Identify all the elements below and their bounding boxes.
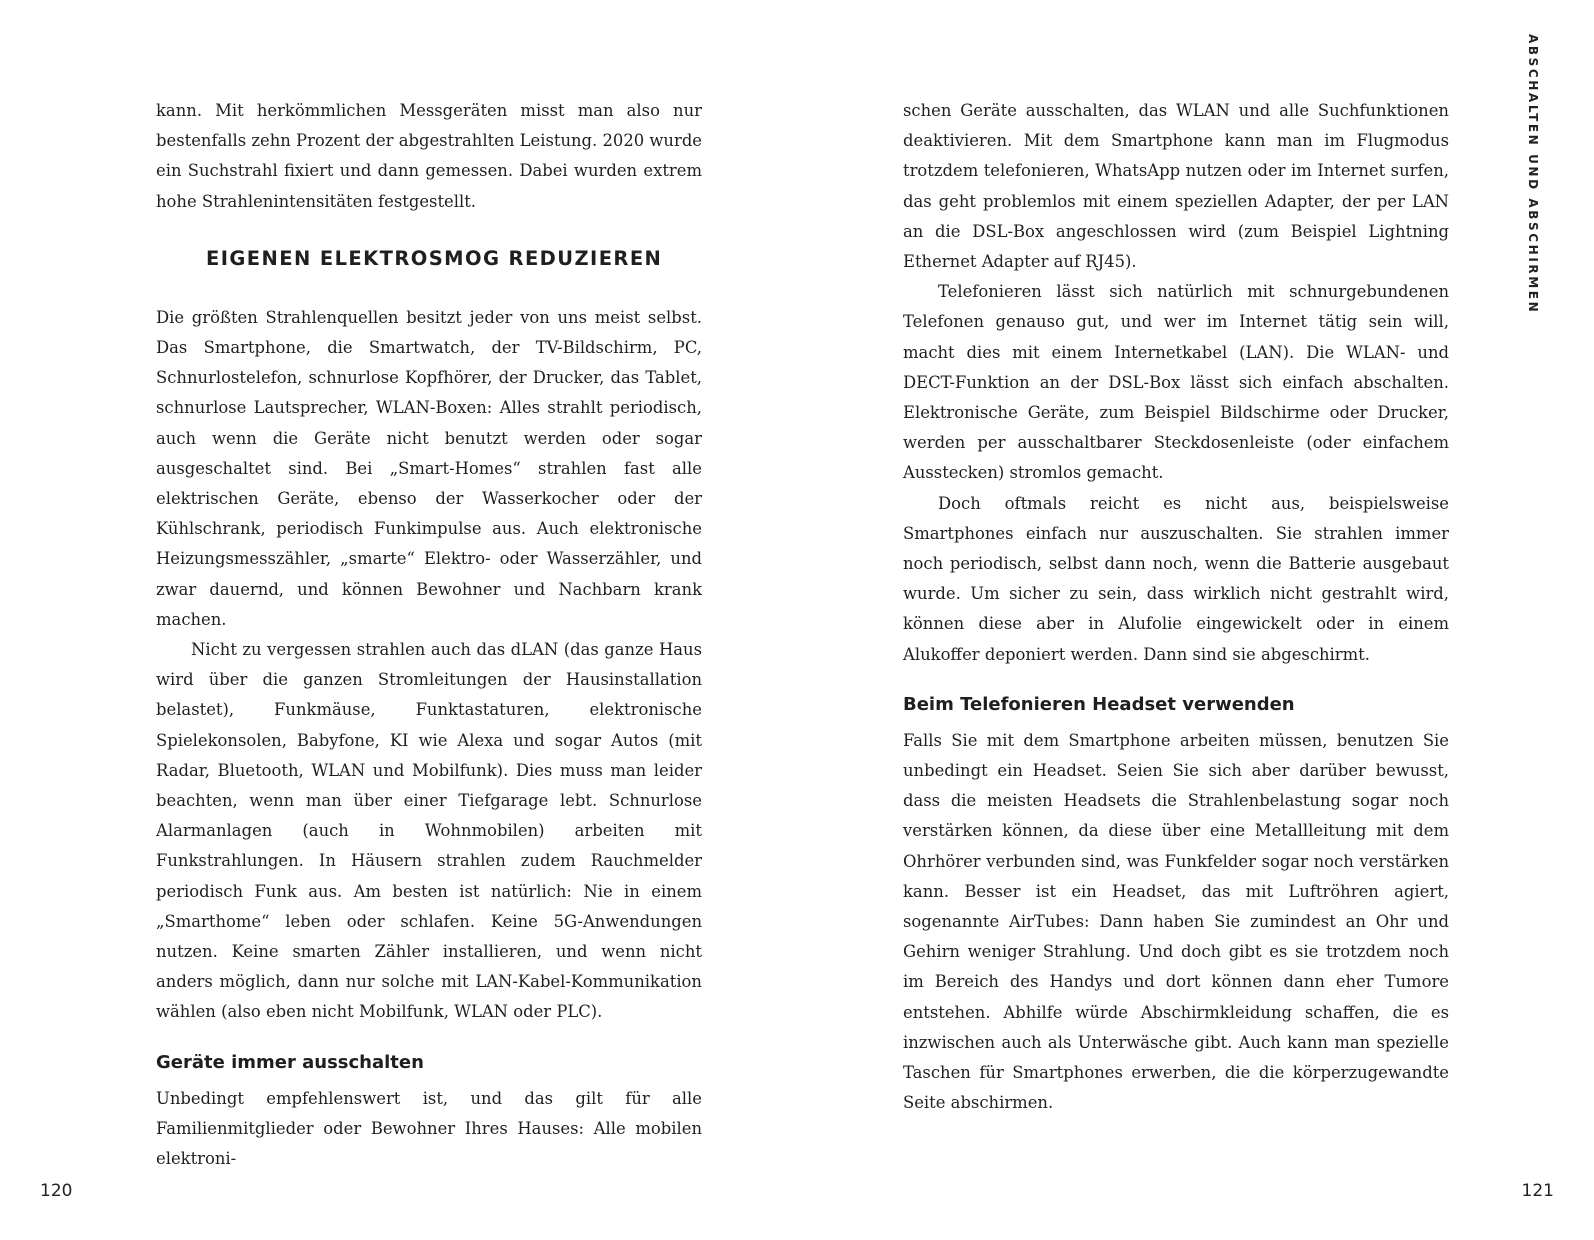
body-paragraph: Telefonieren lässt sich natürlich mit schnurgebundenen Telefonen genauso gut, und wer im Internet tätig sein will, macht dies mit einem Internetkabel (LAN). Die WLAN- und DECT-Funktion an der DSL-Box lässt sich einfach abschalten. Elektronische Geräte, zum Beispiel Bildschirme oder Drucker, werden per ausschaltbarer Steckdosenleiste (oder einfachem Ausstecken) stromlos gemacht. <box>903 282 1449 483</box>
left-page-column <box>156 96 702 1174</box>
body-paragraph: Nicht zu vergessen strahlen auch das dLAN (das ganze Haus wird über die ganzen Stromleitungen der Hausinstallation belastet), Funkmäuse, Funktastaturen, elektronische Spielekonsolen, Babyfone, KI wie Alexa und sogar Autos (mit Radar, Bluetooth, WLAN und Mobilfunk). Dies muss man leider beachten, wenn man über einer Tiefgarage lebt. Schnurlose Alarmanlagen (auch in Wohnmobilen) arbeiten mit Funkstrahlungen. In Häusern strahlen zudem Rauchmelder periodisch Funk aus. Am besten ist natürlich: Nie in einem „Smarthome“ leben oder schlafen. Keine 5G-Anwendungen nutzen. Keine smarten Zähler installieren, und wenn nicht anders möglich, dann nur solche mit LAN-Kabel-Kommunikation wählen (also eben nicht Mobilfunk, WLAN oder PLC). <box>156 640 702 1022</box>
page-number-left: 120 <box>40 1181 73 1201</box>
body-paragraph: Die größten Strahlenquellen besitzt jeder von uns meist selbst. Das Smartphone, die Smartwatch, der TV-Bildschirm, PC, Schnurlostelefon, schnurlose Kopfhörer, der Drucker, das Tablet, schnurlose Lautsprecher, WLAN-Boxen: Alles strahlt periodisch, auch wenn die Geräte nicht benutzt werden oder sogar ausgeschaltet sind. Bei „Smart-Homes“ strahlen fast alle elektrischen Geräte, ebenso der Wasserkocher oder der Kühlschrank, periodisch Funkimpulse aus. Auch elektronische Heizungsmesszähler, „smarte“ Elektro- oder Wasserzähler, und zwar dauernd, und können Bewohner und Nachbarn krank machen. <box>156 307 702 629</box>
right-page-column <box>903 96 1449 1119</box>
running-head: ABSCHALTEN UND ABSCHIRMEN <box>1526 34 1540 315</box>
body-paragraph: Doch oftmals reicht es nicht aus, beispielsweise Smartphones einfach nur auszuschalten. Sie strahlen immer noch periodisch, selbst dann noch, wenn die Batterie ausgebaut wurde. Um sicher zu sein, dass wirklich nicht gestrahlt wird, können diese aber in Alufolie eingewickelt oder in einem Alukoffer deponiert werden. Dann sind sie abgeschirmt. <box>903 493 1449 664</box>
body-paragraph: Unbedingt empfehlenswert ist, und das gilt für alle Familienmitglieder oder Bewohner Ihres Hauses: Alle mobilen elektroni- <box>156 1088 702 1169</box>
body-paragraph: Falls Sie mit dem Smartphone arbeiten müssen, benutzen Sie unbedingt ein Headset. Seien Sie sich aber darüber bewusst, dass die meisten Headsets die Strahlenbelastung sogar noch verstärken können, da diese über eine Metallleitung mit dem Ohrhörer verbunden sind, was Funkfelder sogar noch verstärken kann. Besser ist ein Headset, das mit Luftröhren agiert, sogenannte AirTubes: Dann haben Sie zumindest an Ohr und Gehirn weniger Strahlung. Und doch gibt es sie trotzdem noch im Bereich des Handys und dort können dann eher Tumore entstehen. Abhilfe würde Abschirmkleidung schaffen, die es inzwischen auch als Unterwäsche gibt. Auch kann man spezielle Taschen für Smartphones erwerben, die die körperzugewandte Seite abschirmen. <box>903 730 1449 1113</box>
subheading: Geräte immer ausschalten <box>156 1051 424 1073</box>
section-heading: EIGENEN ELEKTROSMOG REDUZIEREN <box>206 246 663 270</box>
intro-paragraph: kann. Mit herkömmlichen Messgeräten misst man also nur bestenfalls zehn Prozent der abgestrahlten Leistung. 2020 wurde ein Suchstrahl fixiert und dann gemessen. Dabei wurden extrem hohe Strahlenintensitäten festgestellt. <box>156 101 703 211</box>
page-number-right: 121 <box>1521 1181 1554 1201</box>
subheading: Beim Telefonieren Headset verwenden <box>903 693 1295 715</box>
body-paragraph: schen Geräte ausschalten, das WLAN und alle Suchfunktionen deaktivieren. Mit dem Smartphone kann man im Flugmodus trotzdem telefonieren, WhatsApp nutzen oder im Internet surfen, das geht problemlos mit einem speziellen Adapter, der per LAN an die DSL-Box angeschlossen wird (zum Beispiel Lightning Ethernet Adapter auf RJ45). <box>903 101 1449 272</box>
